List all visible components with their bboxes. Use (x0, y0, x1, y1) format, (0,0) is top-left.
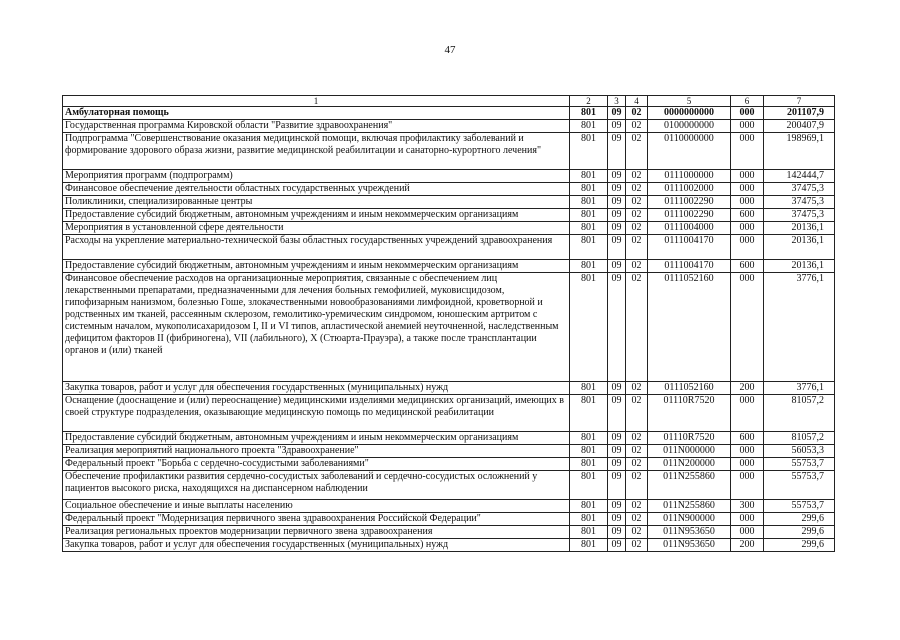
row-expense-type-code: 000 (731, 273, 764, 382)
row-subsection-code: 02 (626, 539, 648, 552)
row-section-code: 09 (608, 458, 626, 471)
row-section-code: 09 (608, 260, 626, 273)
row-amount: 55753,7 (764, 458, 835, 471)
table-row (63, 183, 835, 196)
column-header: 6 (731, 96, 764, 107)
row-ministry-code: 801 (570, 432, 608, 445)
row-subsection-code: 02 (626, 107, 648, 120)
row-section-code: 09 (608, 209, 626, 222)
row-name: Амбулаторная помощь (63, 107, 570, 120)
row-expense-type-code: 200 (731, 539, 764, 552)
table-row (63, 458, 835, 471)
row-amount: 3776,1 (764, 382, 835, 395)
row-ministry-code: 801 (570, 458, 608, 471)
row-expense-type-code: 600 (731, 209, 764, 222)
row-ministry-code: 801 (570, 120, 608, 133)
table-row (63, 196, 835, 209)
row-target-code: 011N255860 (648, 471, 731, 500)
row-section-code: 09 (608, 107, 626, 120)
row-amount: 201107,9 (764, 107, 835, 120)
table-row (63, 133, 835, 170)
row-target-code: 0111004170 (648, 235, 731, 260)
row-section-code: 09 (608, 273, 626, 382)
row-amount: 55753,7 (764, 471, 835, 500)
row-section-code: 09 (608, 500, 626, 513)
row-amount: 37475,3 (764, 183, 835, 196)
row-expense-type-code: 000 (731, 170, 764, 183)
row-section-code: 09 (608, 133, 626, 170)
row-section-code: 09 (608, 471, 626, 500)
row-expense-type-code: 000 (731, 395, 764, 432)
row-section-code: 09 (608, 445, 626, 458)
row-target-code: 01110R7520 (648, 432, 731, 445)
row-target-code: 011N255860 (648, 500, 731, 513)
row-name: Реализация региональных проектов модернизации первичного звена здравоохранения (63, 526, 570, 539)
row-subsection-code: 02 (626, 120, 648, 133)
row-name: Реализация мероприятий национального проекта "Здравоохранение" (63, 445, 570, 458)
row-target-code: 011N000000 (648, 445, 731, 458)
column-header: 2 (570, 96, 608, 107)
row-amount: 81057,2 (764, 395, 835, 432)
table-row (63, 273, 835, 382)
table-row (63, 445, 835, 458)
row-ministry-code: 801 (570, 170, 608, 183)
row-amount: 198969,1 (764, 133, 835, 170)
column-header: 5 (648, 96, 731, 107)
row-target-code: 0111052160 (648, 382, 731, 395)
row-expense-type-code: 000 (731, 526, 764, 539)
row-target-code: 0110000000 (648, 133, 731, 170)
table-header-row (63, 96, 835, 107)
row-amount: 37475,3 (764, 196, 835, 209)
table-row (63, 107, 835, 120)
row-ministry-code: 801 (570, 500, 608, 513)
row-amount: 299,6 (764, 526, 835, 539)
row-amount: 299,6 (764, 513, 835, 526)
table-row (63, 260, 835, 273)
row-expense-type-code: 000 (731, 107, 764, 120)
row-ministry-code: 801 (570, 196, 608, 209)
row-amount: 81057,2 (764, 432, 835, 445)
row-expense-type-code: 000 (731, 222, 764, 235)
row-target-code: 01110R7520 (648, 395, 731, 432)
row-name: Закупка товаров, работ и услуг для обеспечения государственных (муниципальных) нужд (63, 539, 570, 552)
column-header: 7 (764, 96, 835, 107)
table-row (63, 120, 835, 133)
row-expense-type-code: 000 (731, 458, 764, 471)
row-subsection-code: 02 (626, 222, 648, 235)
row-amount: 299,6 (764, 539, 835, 552)
row-name: Федеральный проект "Модернизация первичного звена здравоохранения Российской Федерации" (63, 513, 570, 526)
row-subsection-code: 02 (626, 382, 648, 395)
table-row (63, 432, 835, 445)
row-section-code: 09 (608, 183, 626, 196)
row-target-code: 0111052160 (648, 273, 731, 382)
row-target-code: 011N200000 (648, 458, 731, 471)
row-expense-type-code: 000 (731, 445, 764, 458)
table-row (63, 170, 835, 183)
row-name: Обеспечение профилактики развития сердечно-сосудистых заболеваний и сердечно-сосудистых осложнений у пациентов высокого риска, находящихся на диспансерном наблюдении (63, 471, 570, 500)
row-ministry-code: 801 (570, 222, 608, 235)
row-target-code: 0111000000 (648, 170, 731, 183)
row-name: Закупка товаров, работ и услуг для обеспечения государственных (муниципальных) нужд (63, 382, 570, 395)
row-ministry-code: 801 (570, 471, 608, 500)
row-ministry-code: 801 (570, 513, 608, 526)
row-ministry-code: 801 (570, 539, 608, 552)
row-subsection-code: 02 (626, 526, 648, 539)
row-name: Предоставление субсидий бюджетным, автономным учреждениям и иным некоммерческим организациям (63, 432, 570, 445)
column-header: 3 (608, 96, 626, 107)
row-target-code: 0111002290 (648, 196, 731, 209)
row-target-code: 011N953650 (648, 526, 731, 539)
column-header: 4 (626, 96, 648, 107)
row-amount: 20136,1 (764, 260, 835, 273)
row-target-code: 011N900000 (648, 513, 731, 526)
row-ministry-code: 801 (570, 445, 608, 458)
row-subsection-code: 02 (626, 395, 648, 432)
row-name: Предоставление субсидий бюджетным, автономным учреждениям и иным некоммерческим организациям (63, 209, 570, 222)
row-ministry-code: 801 (570, 235, 608, 260)
row-name: Предоставление субсидий бюджетным, автономным учреждениям и иным некоммерческим организациям (63, 260, 570, 273)
row-name: Социальное обеспечение и иные выплаты населению (63, 500, 570, 513)
row-target-code: 0111002000 (648, 183, 731, 196)
row-name: Финансовое обеспечение расходов на организационные мероприятия, связанные с обеспечением лиц лекарственными препаратами, предназначенными для лечения больных гемофилией, муковисцидозом, гипофизарным нанизмом, болезнью Гоше, злокачественными новообразованиями лимфоидной, кроветворной и родственных им тканей, рассеянным склерозом, гемолитико-уремическим синдромом, юношеским артритом с системным началом, мукополисахаридозом I, II и VI типов, апластической анемией неуточненной, наследственным дефицитом факторов II (фибриногена), VII (лабильного), X (Стюарта-Прауэра), а также после трансплантации органов и (или) тканей (63, 273, 570, 382)
table-row (63, 382, 835, 395)
row-expense-type-code: 000 (731, 183, 764, 196)
row-ministry-code: 801 (570, 183, 608, 196)
row-name: Государственная программа Кировской области "Развитие здравоохранения" (63, 120, 570, 133)
row-subsection-code: 02 (626, 458, 648, 471)
row-amount: 20136,1 (764, 235, 835, 260)
table-row (63, 539, 835, 552)
row-ministry-code: 801 (570, 382, 608, 395)
row-expense-type-code: 000 (731, 471, 764, 500)
row-subsection-code: 02 (626, 235, 648, 260)
row-target-code: 0100000000 (648, 120, 731, 133)
table-row (63, 526, 835, 539)
row-ministry-code: 801 (570, 133, 608, 170)
table-row (63, 235, 835, 260)
row-expense-type-code: 000 (731, 235, 764, 260)
row-section-code: 09 (608, 382, 626, 395)
row-expense-type-code: 600 (731, 432, 764, 445)
row-ministry-code: 801 (570, 209, 608, 222)
table-row (63, 209, 835, 222)
row-amount: 55753,7 (764, 500, 835, 513)
row-expense-type-code: 200 (731, 382, 764, 395)
row-target-code: 0111004170 (648, 260, 731, 273)
row-section-code: 09 (608, 526, 626, 539)
row-subsection-code: 02 (626, 196, 648, 209)
row-subsection-code: 02 (626, 500, 648, 513)
row-section-code: 09 (608, 513, 626, 526)
row-subsection-code: 02 (626, 445, 648, 458)
row-subsection-code: 02 (626, 471, 648, 500)
row-subsection-code: 02 (626, 273, 648, 382)
row-subsection-code: 02 (626, 260, 648, 273)
row-name: Расходы на укрепление материально-технической базы областных государственных учреждений здравоохранения (63, 235, 570, 260)
row-target-code: 011N953650 (648, 539, 731, 552)
row-name: Оснащение (дооснащение и (или) переоснащение) медицинскими изделиями медицинских организаций, имеющих в своей структуре подразделения, оказывающие медицинскую помощь по медицинской реабилитации (63, 395, 570, 432)
row-section-code: 09 (608, 120, 626, 133)
row-subsection-code: 02 (626, 133, 648, 170)
row-ministry-code: 801 (570, 107, 608, 120)
table-row (63, 500, 835, 513)
row-expense-type-code: 600 (731, 260, 764, 273)
row-section-code: 09 (608, 395, 626, 432)
row-amount: 3776,1 (764, 273, 835, 382)
row-subsection-code: 02 (626, 432, 648, 445)
row-ministry-code: 801 (570, 395, 608, 432)
table-row (63, 222, 835, 235)
table-row (63, 513, 835, 526)
row-amount: 20136,1 (764, 222, 835, 235)
row-section-code: 09 (608, 432, 626, 445)
row-subsection-code: 02 (626, 513, 648, 526)
row-subsection-code: 02 (626, 209, 648, 222)
row-section-code: 09 (608, 222, 626, 235)
row-target-code: 0111002290 (648, 209, 731, 222)
row-ministry-code: 801 (570, 260, 608, 273)
row-amount: 37475,3 (764, 209, 835, 222)
row-subsection-code: 02 (626, 170, 648, 183)
row-expense-type-code: 300 (731, 500, 764, 513)
row-expense-type-code: 000 (731, 513, 764, 526)
row-section-code: 09 (608, 196, 626, 209)
row-subsection-code: 02 (626, 183, 648, 196)
row-expense-type-code: 000 (731, 196, 764, 209)
row-section-code: 09 (608, 170, 626, 183)
row-target-code: 0111004000 (648, 222, 731, 235)
row-expense-type-code: 000 (731, 120, 764, 133)
row-name: Финансовое обеспечение деятельности областных государственных учреждений (63, 183, 570, 196)
row-ministry-code: 801 (570, 273, 608, 382)
row-section-code: 09 (608, 539, 626, 552)
column-header: 1 (63, 96, 570, 107)
row-expense-type-code: 000 (731, 133, 764, 170)
row-amount: 142444,7 (764, 170, 835, 183)
row-target-code: 0000000000 (648, 107, 731, 120)
row-ministry-code: 801 (570, 526, 608, 539)
budget-table (62, 95, 835, 552)
row-name: Мероприятия программ (подпрограмм) (63, 170, 570, 183)
row-name: Поликлиники, специализированные центры (63, 196, 570, 209)
row-name: Подпрограмма "Совершенствование оказания медицинской помощи, включая профилактику заболеваний и формирование здорового образа жизни, развитие медицинской реабилитации и санаторно-курортного лечения" (63, 133, 570, 170)
table-row (63, 395, 835, 432)
row-name: Федеральный проект "Борьба с сердечно-сосудистыми заболеваниями" (63, 458, 570, 471)
table-row (63, 471, 835, 500)
row-section-code: 09 (608, 235, 626, 260)
row-amount: 56053,3 (764, 445, 835, 458)
row-name: Мероприятия в установленной сфере деятельности (63, 222, 570, 235)
row-amount: 200407,9 (764, 120, 835, 133)
page-number: 47 (444, 44, 456, 56)
